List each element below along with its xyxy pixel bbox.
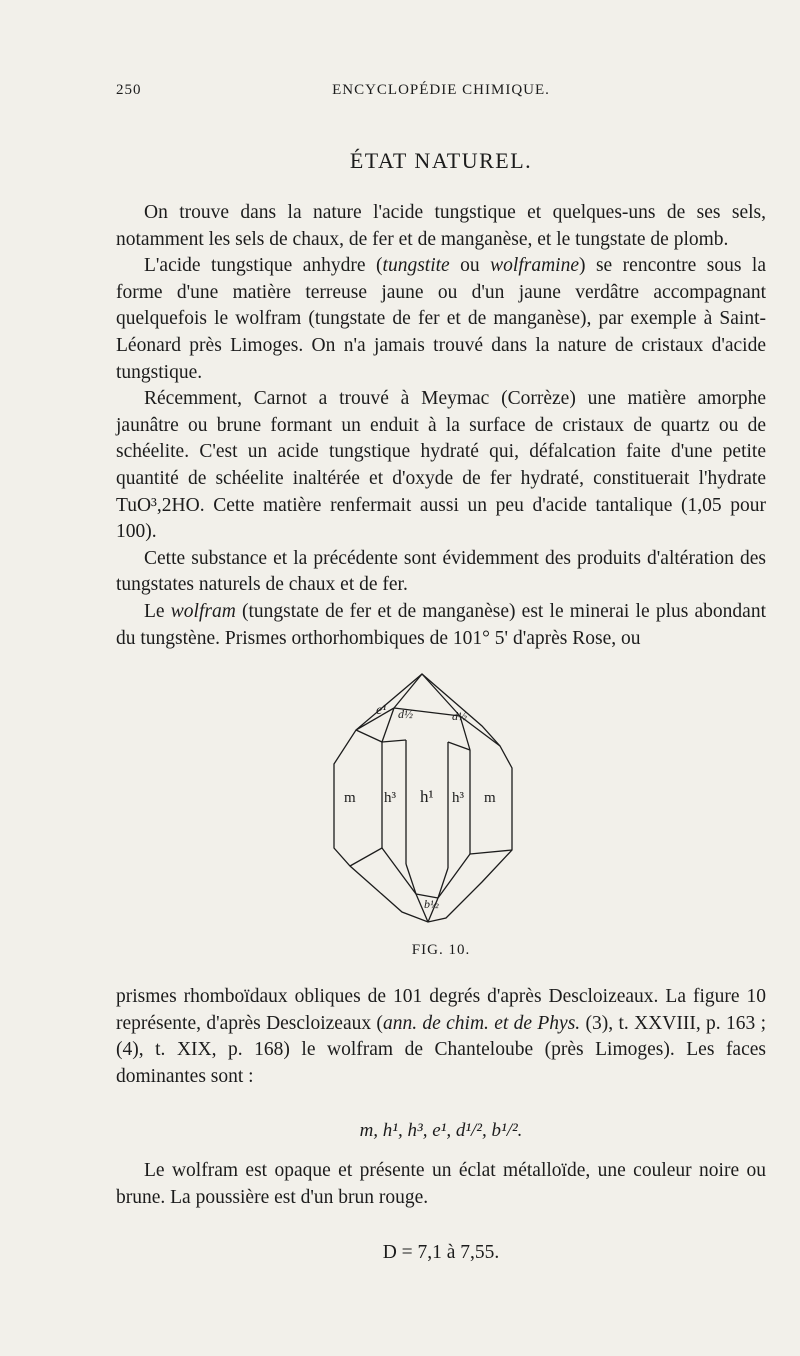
paragraph-properties: Le wolfram est opaque et présente un éclat métalloïde, une couleur noire ou brune. La poussière est d'un brun rouge. — [116, 1160, 766, 1208]
running-header — [116, 82, 766, 106]
term-wolframine: wolframine — [490, 255, 579, 277]
paragraph-carnot: Récemment, Carnot a trouvé à Meymac (Corrèze) une matière amorphe jaunâtre ou brune formant un enduit à la surface de cristaux de quartz ou de schéelite. C'est un acide tungstique hydraté qui, défalcation faite d'une petite quantité de schéelite inaltérée et d'oxyde de fer hydraté, constituerait l'hydrate TuO³,2HO. Cette matière renfermait aussi un peu d'acide tantalique (1,05 pour 100). — [116, 388, 766, 543]
label-e1: e¹ — [376, 703, 387, 718]
paragraph-intro: On trouve dans la nature l'acide tungstique et quelques-uns de ses sels, notamment les sels de chaux, de fer et de manganèse, et le tungstate de plomb. — [116, 202, 766, 250]
text-block-intro — [116, 200, 766, 652]
label-h3-left: h³ — [384, 790, 396, 806]
reference-journal: ann. de chim. et de Phys. — [382, 1012, 581, 1034]
paragraph-wolfram: Le wolfram (tungstate de fer et de manganèse) est le minerai le plus abondant du tungstène. Prismes orthorhombiques de 101° 5' d'après Rose, ou — [116, 600, 766, 649]
label-d12-right: d½ — [452, 709, 467, 723]
label-d12-left: d½ — [398, 707, 413, 721]
term-tungstite: tungstite — [382, 255, 450, 277]
crystal-drawing — [310, 668, 540, 930]
running-title: ENCYCLOPÉDIE CHIMIQUE. — [332, 82, 550, 98]
section-title: ÉTAT NATUREL. — [349, 148, 533, 173]
label-h1: h¹ — [420, 787, 434, 806]
paragraph-descloizeaux: prismes rhomboïdaux obliques de 101 degrés d'après Descloizeaux. La figure 10 représente, d'après Descloizeaux (ann. de chim. et de Phys. (3), t. XXVIII, p. 163 ; (4), t. XIX, p. 168) le wolfram de Chanteloube (près Limoges). Les faces dominantes sont : — [116, 986, 766, 1087]
term-wolfram: wolfram — [170, 600, 236, 622]
label-m-left: m — [344, 790, 356, 806]
dominant-faces: m, h¹, h³, e¹, d¹/², b¹/². — [359, 1120, 523, 1141]
crystal-figure — [310, 668, 540, 930]
text-block-properties — [116, 1158, 766, 1211]
text-block-descloizeaux — [116, 984, 766, 1090]
page-number: 250 — [116, 82, 142, 98]
density-formula: D = 7,1 à 7,55. — [382, 1242, 500, 1263]
figure-caption: FIG. 10. — [411, 942, 471, 958]
paragraph-anhydrous: L'acide tungstique anhydre (tungstite ou wolframine) se rencontre sous la forme d'une matière terreuse jaune ou d'un jaune verdâtre accompagnant quelquefois le wolfram (tungstate de fer et de manganèse), par exemple à Saint-Léonard près Limoges. On n'a jamais trouvé dans la nature de cristaux d'acide tungstique. — [116, 255, 767, 383]
label-m-right: m — [484, 790, 496, 806]
label-h3-right: h³ — [452, 790, 464, 806]
paragraph-alteration: Cette substance et la précédente sont évidemment des produits d'altération des tungstates naturels de chaux et de fer. — [116, 547, 766, 596]
label-b12: b½ — [424, 897, 439, 911]
